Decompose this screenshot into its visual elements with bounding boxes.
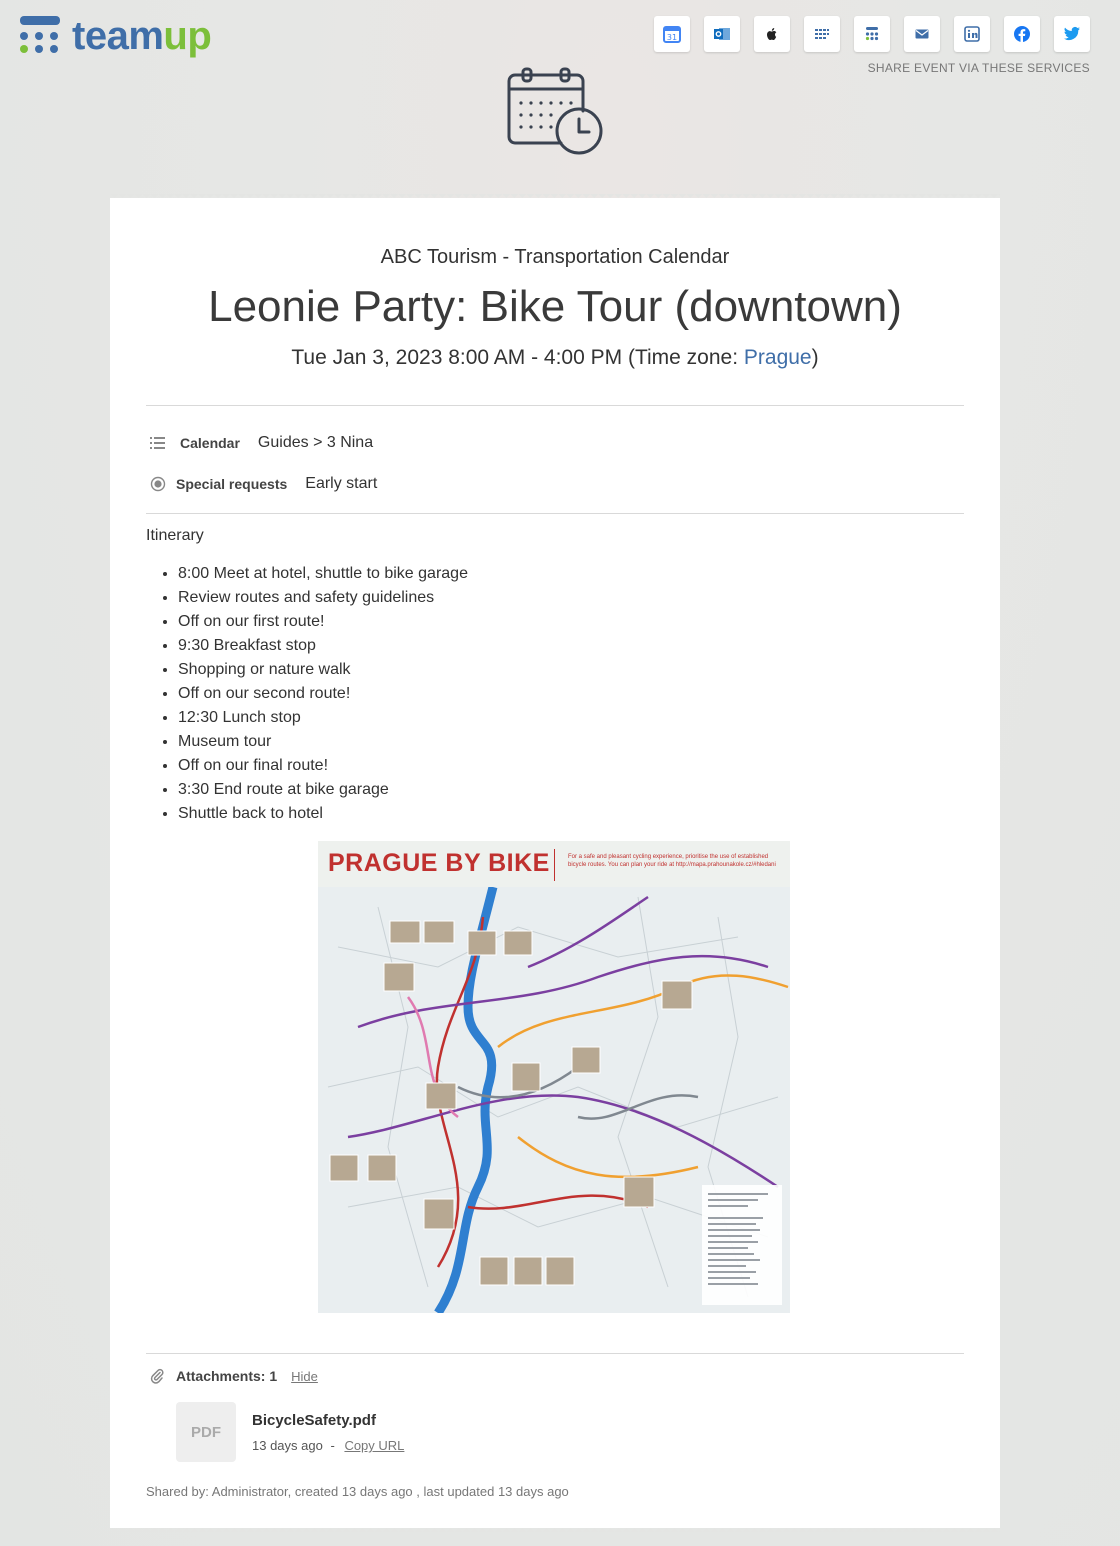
share-linkedin-button[interactable] — [954, 16, 990, 52]
field-label: Calendar — [180, 435, 240, 451]
event-datetime — [110, 346, 1000, 370]
teamup-logo-icon — [20, 16, 60, 56]
map-note: For a safe and pleasant cycling experience, prioritise the use of established bicycle routes. You can plan your ride at http://mapa.prahounakole.cz/#hledani — [568, 854, 776, 868]
share-twitter-button[interactable] — [1054, 16, 1090, 52]
share-bar — [654, 16, 1090, 52]
list-item: • 8:00 Meet at hotel, shuttle to bike garage — [178, 562, 468, 586]
svg-text:31: 31 — [666, 33, 678, 42]
list-item: • Off on our first route! — [178, 610, 468, 634]
calendar-name: ABC Tourism - Transportation Calendar — [380, 246, 730, 268]
facebook-icon — [1013, 25, 1031, 43]
calendar-clock-icon — [505, 67, 605, 157]
email-icon — [914, 26, 930, 42]
list-item: • 9:30 Breakfast stop — [178, 634, 468, 658]
itinerary-list — [178, 562, 468, 826]
list-item: • Off on our final route! — [178, 754, 468, 778]
share-outlook-button[interactable] — [704, 16, 740, 52]
map-routes — [318, 887, 790, 1313]
paperclip-icon — [150, 1368, 164, 1384]
attachment-meta — [252, 1438, 404, 1453]
share-email-button[interactable] — [904, 16, 940, 52]
card-torn-edge-bottom — [110, 1524, 1000, 1532]
event-datetime-suffix: ) — [811, 346, 819, 369]
google-calendar-icon — [663, 25, 681, 43]
card-torn-edge-top — [110, 194, 1000, 202]
teamup-icon — [864, 26, 880, 42]
divider — [146, 513, 964, 514]
pdf-thumbnail-label: PDF — [191, 1423, 221, 1441]
apple-icon — [764, 26, 780, 42]
list-item: • Museum tour — [178, 730, 468, 754]
share-teamup-button[interactable] — [854, 16, 890, 52]
map-title: PRAGUE BY BIKE — [328, 849, 550, 877]
field-value: Guides > 3 Nina — [257, 434, 374, 451]
list-item: • Shopping or nature walk — [178, 658, 468, 682]
description-heading: Itinerary — [146, 527, 204, 544]
twitter-icon — [1063, 26, 1081, 42]
event-datetime-text: Tue Jan 3, 2023 8:00 AM - 4:00 PM (Time zone: — [291, 346, 744, 369]
pdf-thumbnail[interactable] — [176, 1402, 236, 1462]
teamup-logo[interactable] — [20, 16, 211, 56]
event-title: Leonie Party: Bike Tour (downtown) — [208, 282, 902, 331]
ical-icon — [814, 26, 830, 42]
timezone-link[interactable]: Prague — [743, 346, 812, 369]
hide-attachments-link[interactable]: Hide — [291, 1368, 318, 1384]
share-ical-button[interactable] — [804, 16, 840, 52]
share-facebook-button[interactable] — [1004, 16, 1040, 52]
attachments-header — [150, 1368, 318, 1384]
linkedin-icon — [964, 26, 980, 42]
shared-by-footer: Shared by: Administrator, created 13 days ago , last updated 13 days ago — [146, 1484, 569, 1499]
field-label: Special requests — [176, 476, 288, 492]
list-item: • Off on our second route! — [178, 682, 468, 706]
event-card — [110, 198, 1000, 1528]
list-item: • Review routes and safety guidelines — [178, 586, 468, 610]
field-value: Early start — [305, 475, 378, 492]
field-special-requests — [150, 475, 377, 493]
attachment-file-name[interactable]: BicycleSafety.pdf — [252, 1412, 376, 1429]
share-google-calendar-button[interactable] — [654, 16, 690, 52]
attachment-separator: - — [330, 1438, 335, 1453]
attachments-label: Attachments: 1 — [176, 1368, 278, 1384]
map-header — [318, 841, 790, 887]
divider — [146, 405, 964, 406]
list-item: • 12:30 Lunch stop — [178, 706, 468, 730]
list-item: • Shuttle back to hotel — [178, 802, 468, 826]
share-apple-button[interactable] — [754, 16, 790, 52]
share-label: SHARE EVENT VIA THESE SERVICES — [867, 61, 1090, 75]
field-calendar — [150, 434, 373, 452]
teamup-wordmark: teamup — [72, 14, 212, 58]
attachment-age: 13 days ago — [252, 1438, 323, 1453]
divider — [146, 1353, 964, 1354]
radio-icon — [150, 476, 166, 492]
prague-bike-map-image[interactable] — [318, 841, 790, 1313]
outlook-icon — [713, 25, 731, 43]
copy-url-link[interactable]: Copy URL — [344, 1438, 405, 1453]
list-icon — [150, 436, 166, 450]
list-item: • 3:30 End route at bike garage — [178, 778, 468, 802]
